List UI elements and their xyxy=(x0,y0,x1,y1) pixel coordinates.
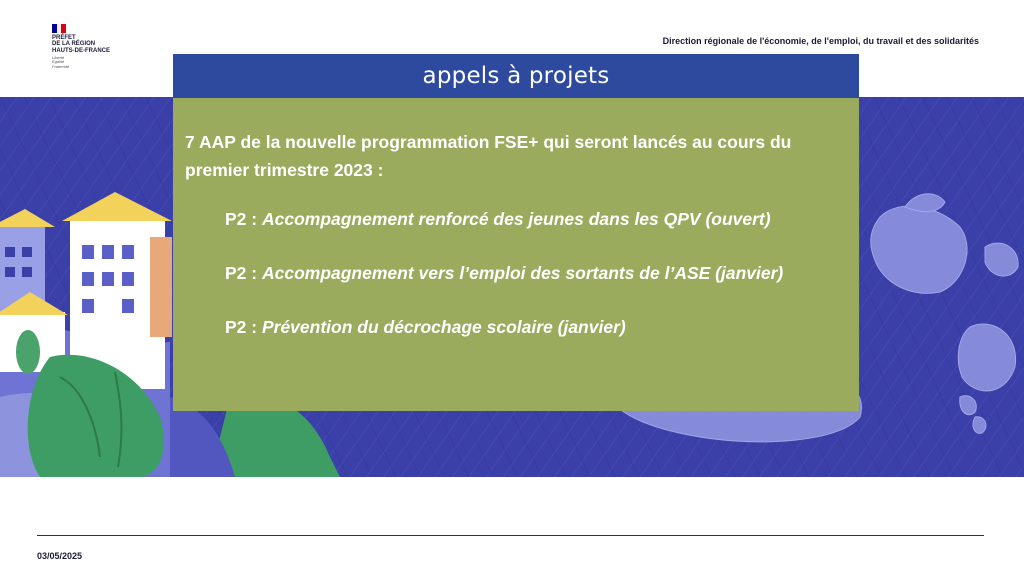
logo-line-2: DE LA RÉGION xyxy=(52,41,96,48)
logo-motto-3: Fraternité xyxy=(52,63,70,69)
prefet-logo xyxy=(52,24,112,69)
slide-title: appels à projets xyxy=(422,63,610,89)
content-box xyxy=(173,98,859,411)
logo-line-3: HAUTS-DE-FRANCE xyxy=(52,47,110,54)
item-prefix: P2 : xyxy=(225,263,262,283)
footer-divider xyxy=(37,535,984,536)
footer-date: 03/05/2025 xyxy=(37,551,83,561)
item-prefix: P2 : xyxy=(225,209,262,229)
item-text: Accompagnement vers l’emploi des sortants de l’ASE (janvier) xyxy=(261,263,784,283)
french-flag-icon xyxy=(52,24,66,33)
logo-line-1: PRÉFET xyxy=(52,35,76,41)
slide-title-bar xyxy=(173,54,859,100)
logo-motto-1: Liberté xyxy=(52,54,65,60)
list-item xyxy=(225,316,847,338)
item-text: Accompagnement renforcé des jeunes dans les QPV (ouvert) xyxy=(261,209,771,229)
item-prefix: P2 : xyxy=(225,317,262,337)
header-organization: Direction régionale de l'économie, de l'emploi, du travail et des solidarités xyxy=(662,36,979,46)
intro-text: 7 AAP de la nouvelle programmation FSE+ qui seront lancés au cours du premier trimestre 2023 : xyxy=(185,132,792,180)
item-text: Prévention du décrochage scolaire (janvier) xyxy=(261,317,626,337)
list-item xyxy=(225,208,847,230)
list-item xyxy=(225,262,847,284)
logo-motto-2: Égalité xyxy=(52,59,65,65)
